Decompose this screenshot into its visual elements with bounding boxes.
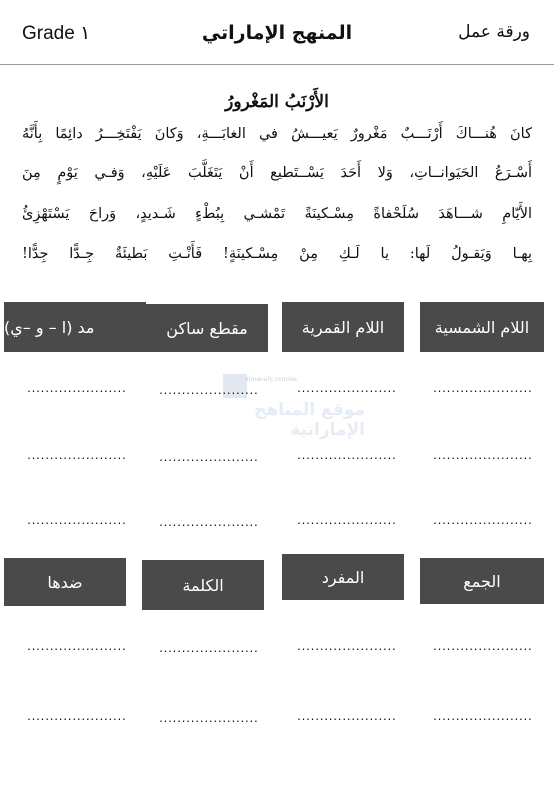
answer-line: ...................... (26, 516, 126, 527)
header-opposite: ضدها (4, 558, 126, 606)
worksheet-label: ورقة عمل (458, 22, 530, 42)
header-divider (0, 64, 554, 65)
header-word: الكلمة (142, 560, 264, 610)
answer-line: ...................... (26, 384, 126, 395)
header-sun-lam: اللام الشمسية (420, 302, 544, 352)
answer-line: ...................... (158, 518, 258, 529)
header-moon-lam: اللام القمرية (282, 302, 404, 352)
answer-line: ...................... (26, 642, 126, 653)
story-title: الأَرْنَبُ المَغْرورُ (225, 92, 329, 112)
answer-line: ...................... (432, 712, 532, 723)
answer-line: ...................... (158, 714, 258, 725)
header-plural: الجمع (420, 558, 544, 604)
grade-label: Grade ١ (22, 23, 91, 44)
header-madd-letters: مد (ا – و –ي) (4, 302, 146, 352)
answer-line: ...................... (26, 712, 126, 723)
answer-line: ...................... (296, 712, 396, 723)
answer-line: ...................... (432, 451, 532, 462)
story-line: الأَيّامِ شـــاهَدَ سُلَحْفاةً مِسْـكينَةً تَمْشـي بِبُطْءٍ شَـديدٍ، وَراحَ يَسْتَهْزِئُ (22, 206, 532, 222)
answer-line: ...................... (432, 384, 532, 395)
watermark (205, 372, 365, 440)
story-line: بِهـا وَيَقـولُ لَها: يا لَـكِ مِنْ مِسْـكينَةٍ! فَأَنْـتِ بَطيئَةٌ جِـدًّا جِدًّا! (22, 246, 532, 262)
answer-line: ...................... (158, 453, 258, 464)
header-sukun-syllable: مقطع ساكن (146, 304, 268, 352)
answer-line: ...................... (296, 451, 396, 462)
story-line: أَسْـرَعُ الحَيَوانــاتِ، وَلا أَحَدَ يَسْــتَطيع أَنْ يَتَغَلَّبَ عَلَيْهِ، وَفـي يَوْمٍ مِنَ (22, 165, 532, 181)
answer-line: ...................... (432, 516, 532, 527)
watermark-text: موقع المناهج الإماراتية (254, 400, 365, 440)
answer-line: ...................... (158, 386, 258, 397)
answer-line: ...................... (158, 644, 258, 655)
answer-line: ...................... (432, 642, 532, 653)
watermark-url: almanahj.com/ae (245, 376, 297, 383)
answer-line: ...................... (26, 451, 126, 462)
story-line: كانَ هُنـــاكَ أَرْنَـــبٌ مَغْرورٌ يَعيـــشُ في الغابَـــةِ، وَكانَ يَفْتَخِـــرُ دائِمًا بِأَنَّهُ (22, 126, 532, 142)
answer-line: ...................... (296, 642, 396, 653)
answer-line: ...................... (296, 516, 396, 527)
header-singular: المفرد (282, 554, 404, 600)
page-title: المنهج الإماراتي (201, 22, 353, 44)
answer-line: ...................... (296, 384, 396, 395)
